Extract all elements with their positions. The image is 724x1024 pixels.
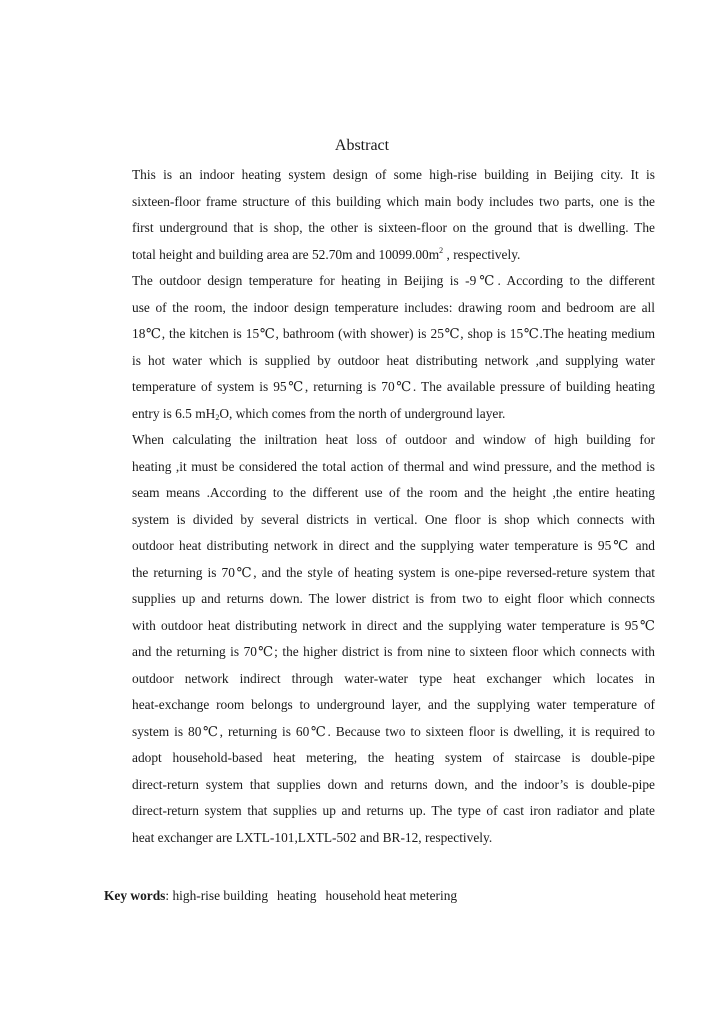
paragraph-line: This is an indoor heating system design of some high-rise building in Beijing city. It is: [132, 167, 655, 182]
paragraph-line: adopt household-based heat metering, the heating system of staircase is double-pipe: [132, 750, 655, 765]
paragraph-line: heat-exchange room belongs to underground layer, and the supplying water temperature of: [132, 697, 655, 712]
paragraph-line: sixteen-floor frame structure of this building which main body includes two parts, one is the: [132, 193, 655, 209]
abstract-body: [104, 162, 655, 851]
keyword-item: heating: [277, 888, 317, 903]
keyword-item: high-rise building: [172, 888, 269, 903]
paragraph-line: direct-return system that supplies down and returns down, and the indoor’s is double-pipe: [132, 776, 655, 792]
paragraph-line: system is 80℃, returning is 60℃. Because two to sixteen floor is dwelling, it is required to: [132, 723, 655, 739]
paragraph-line: use of the room, the indoor design temperature includes: drawing room and bedroom are all: [132, 299, 655, 315]
text-run: entry is 6.5 mH: [132, 405, 216, 421]
paragraph-line: the returning is 70℃, and the style of heating system is one-pipe reversed-reture system that: [132, 564, 655, 580]
paragraph-line: system is divided by several districts in vertical. One floor is shop which connects with: [132, 511, 655, 527]
paragraph-line: with outdoor heat distributing network in direct and the supplying water temperature is 95℃: [132, 617, 655, 633]
superscript: 2: [439, 245, 444, 255]
paragraph-line: first underground that is shop, the other is sixteen-floor on the ground that is dwelling. The: [132, 220, 655, 235]
text-run: O, which comes from the north of underground layer.: [219, 405, 506, 421]
paragraph-line: and the returning is 70℃; the higher district is from nine to sixteen floor which connects with: [132, 644, 655, 659]
paragraph-line: [104, 242, 655, 269]
text-run: , respectively.: [443, 246, 521, 262]
paragraph-line: outdoor heat distributing network in direct and the supplying water temperature is 95℃ and: [132, 538, 655, 553]
paragraph-line: temperature of system is 95℃, returning is 70℃. The available pressure of building heating: [132, 379, 655, 394]
paragraph-line: supplies up and returns down. The lower district is from two to eight floor which connects: [132, 591, 655, 606]
paragraph-line: outdoor network indirect through water-water type heat exchanger which locates in: [132, 670, 655, 686]
paragraph-1: [104, 162, 655, 268]
subscript: 2: [215, 412, 220, 422]
paragraph-line: heat exchanger are LXTL-101,LXTL-502 and BR-12, respectively.: [132, 829, 493, 845]
paragraph-line: 18℃, the kitchen is 15℃, bathroom (with shower) is 25℃, shop is 15℃.The heating medium: [132, 326, 655, 341]
keywords-separator: :: [165, 888, 173, 903]
paragraph-line: The outdoor design temperature for heating in Beijing is -9℃. According to the different: [132, 273, 655, 288]
paragraph-3: [104, 427, 655, 851]
paragraph-line: When calculating the iniltration heat loss of outdoor and window of high building for: [132, 432, 655, 447]
text-run: total height and building area are 52.70m and 10099.00m: [132, 246, 440, 262]
keywords-label: Key words: [104, 888, 166, 903]
paragraph-line: is hot water which is supplied by outdoor heat distributing network ,and supplying water: [132, 352, 655, 368]
paragraph-line: direct-return system that supplies up and returns up. The type of cast iron radiator and plate: [132, 803, 655, 818]
paragraph-line: seam means .According to the different use of the room and the height ,the entire heating: [132, 485, 655, 500]
abstract-title: Abstract: [334, 137, 390, 154]
paragraph-line: [104, 401, 655, 428]
paragraph-line: heating ,it must be considered the total action of thermal and wind pressure, and the method is: [132, 458, 655, 474]
paragraph-2: [104, 268, 655, 427]
keywords-line: [104, 886, 466, 906]
keyword-item: household heat metering: [325, 888, 458, 903]
